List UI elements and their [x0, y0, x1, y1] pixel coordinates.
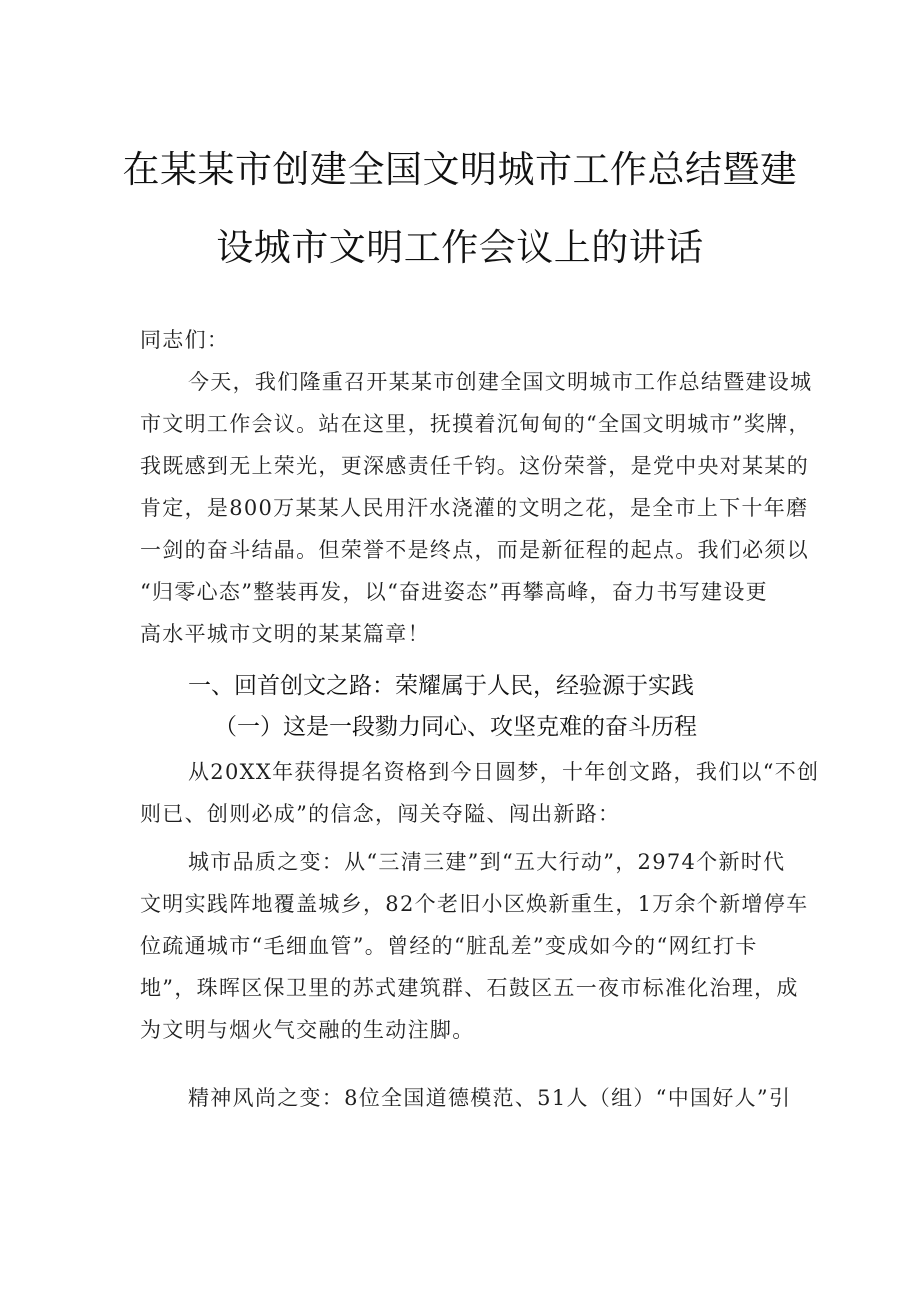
document-title-line-1: 在某某市创建全国文明城市工作总结暨建: [122, 148, 798, 191]
city-quality-line: 为文明与烟火气交融的生动注脚。: [140, 1018, 475, 1042]
city-quality-line: 城市品质之变：从“三清三建”到“五大行动”，2974个新时代: [188, 850, 786, 874]
intro-line: 一剑的奋斗结晶。但荣誉不是终点，而是新征程的起点。我们必须以: [140, 538, 809, 562]
intro-line: 市文明工作会议。站在这里，抚摸着沉甸甸的“全国文明城市”奖牌，: [140, 412, 811, 436]
spirit-line: 精神风尚之变：8位全国道德模范、51人（组）“中国好人”引: [188, 1086, 792, 1110]
document-title-line-2: 设城市文明工作会议上的讲话: [216, 226, 704, 269]
intro-line: 高水平城市文明的某某篇章！: [140, 622, 430, 646]
subsection-heading: （一）这是一段勠力同心、攻坚克难的奋斗历程: [214, 714, 697, 740]
intro-line: 肯定，是800万某某人民用汗水浇灌的文明之花，是全市上下十年磨: [140, 496, 809, 520]
city-quality-line: 位疏通城市“毛细血管”。曾经的“脏乱差”变成如今的“网红打卡: [140, 934, 758, 958]
city-quality-line: 地”，珠晖区保卫里的苏式建筑群、石鼓区五一夜市标准化治理，成: [140, 976, 799, 1000]
salutation: 同志们：: [140, 328, 230, 352]
section-heading: 一、回首创文之路：荣耀属于人民，经验源于实践: [188, 673, 694, 699]
intro-line: 今天，我们隆重召开某某市创建全国文明城市工作总结暨建设城: [188, 370, 813, 394]
intro-line: 我既感到无上荣光，更深感责任千钧。这份荣誉，是党中央对某某的: [140, 454, 809, 478]
intro-line: “归零心态”整装再发，以“奋进姿态”再攀高峰，奋力书写建设更: [140, 580, 768, 604]
city-quality-line: 文明实践阵地覆盖城乡，82个老旧小区焕新重生，1万余个新增停车: [140, 892, 809, 916]
journey-line: 则已、创则必成”的信念，闯关夺隘、闯出新路：: [140, 802, 621, 826]
journey-line: 从20XX年获得提名资格到今日圆梦，十年创文路，我们以“不创: [188, 760, 820, 784]
